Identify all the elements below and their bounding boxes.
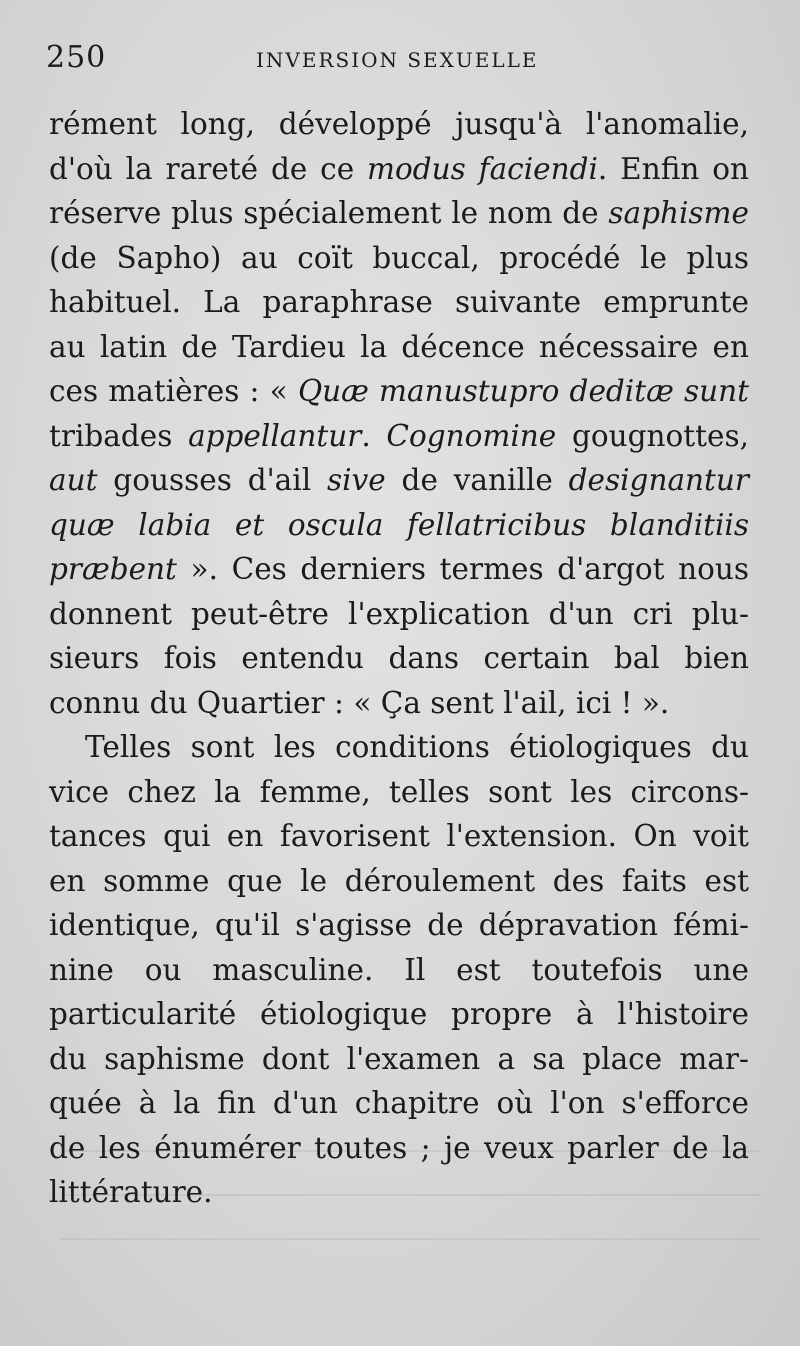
text-line <box>49 770 749 815</box>
text-run: réserve plus spécialement le nom de <box>49 196 609 230</box>
text-line <box>49 458 749 503</box>
text-run: nine ou masculine. Il est toutefois une <box>49 952 749 987</box>
text-run: tribades <box>49 418 189 453</box>
text-run: au latin de Tardieu la décence nécessaire en <box>49 329 749 364</box>
text-run: d'où la rareté de ce <box>49 151 368 186</box>
text-run: . Enfin on <box>597 151 749 186</box>
show-through-texture <box>60 1150 760 1260</box>
text-run: rément long, développé jusqu'à l'anomalie, <box>49 107 749 141</box>
italic-text: quæ labia et oscula fellatricibus blanditiis <box>49 507 749 542</box>
text-line <box>49 636 749 681</box>
italic-text: modus faciendi <box>367 151 598 186</box>
running-head: INVERSION SEXUELLE <box>256 48 539 72</box>
text-line <box>49 948 749 993</box>
text-run: vice chez la femme, telles sont les circons- <box>49 774 749 809</box>
text-run: donnent peut-être l'explication d'un cri plu- <box>49 596 749 631</box>
text-run: gousses d'ail <box>97 463 327 497</box>
text-run: littérature. <box>49 1175 213 1209</box>
text-line <box>49 102 749 147</box>
text-line <box>49 992 749 1037</box>
text-run: . <box>361 418 387 453</box>
text-run: tances qui en favorisent l'extension. On voit <box>49 819 749 853</box>
italic-text: sive <box>327 463 386 497</box>
text-run: en somme que le déroulement des faits est <box>49 863 749 898</box>
text-line <box>49 325 749 370</box>
text-run: de les énumérer toutes ; je veux parler de la <box>49 1130 749 1165</box>
page-header <box>46 40 746 80</box>
text-run: du saphisme dont l'examen a sa place mar- <box>49 1041 749 1076</box>
text-run: identique, qu'il s'agisse de dépravation fémi- <box>49 908 749 942</box>
italic-text: saphisme <box>608 196 749 230</box>
body-text <box>49 102 749 1215</box>
italic-text: designantur <box>568 463 749 497</box>
text-line <box>49 147 749 192</box>
text-run: ces matières : « <box>49 374 298 408</box>
text-line <box>49 547 749 592</box>
italic-text: Quæ manustupro deditæ sunt <box>297 374 749 408</box>
italic-text: præbent <box>49 552 177 586</box>
italic-text: appellantur <box>188 418 362 453</box>
text-run: Telles sont les conditions étiologiques du <box>85 730 749 764</box>
text-line <box>49 681 749 726</box>
text-run: gougnottes, <box>556 418 749 453</box>
text-line <box>49 280 749 325</box>
text-line <box>49 903 749 948</box>
italic-text: Cognomine <box>386 418 557 453</box>
text-line <box>49 859 749 904</box>
text-line <box>49 814 749 859</box>
text-run: habituel. La paraphrase suivante emprunte <box>49 285 749 319</box>
text-line <box>49 592 749 637</box>
text-line <box>49 1037 749 1082</box>
text-run: sieurs fois entendu dans certain bal bien <box>49 641 749 675</box>
text-run: (de Sapho) au coït buccal, procédé le plus <box>49 240 749 275</box>
text-line <box>49 725 749 770</box>
text-run: connu du Quartier : « Ça sent l'ail, ici ! ». <box>49 685 670 720</box>
text-run: quée à la fin d'un chapitre où l'on s'efforce <box>49 1086 749 1120</box>
text-run: ». Ces derniers termes d'argot nous <box>176 552 749 586</box>
page-number: 250 <box>46 40 107 75</box>
text-line <box>49 369 749 414</box>
text-line <box>49 191 749 236</box>
text-run: particularité étiologique propre à l'histoire <box>49 997 749 1031</box>
text-line <box>49 414 749 459</box>
italic-text: aut <box>49 463 98 497</box>
text-line <box>49 236 749 281</box>
text-line <box>49 1081 749 1126</box>
text-line <box>49 503 749 548</box>
text-run: de vanille <box>385 463 569 497</box>
